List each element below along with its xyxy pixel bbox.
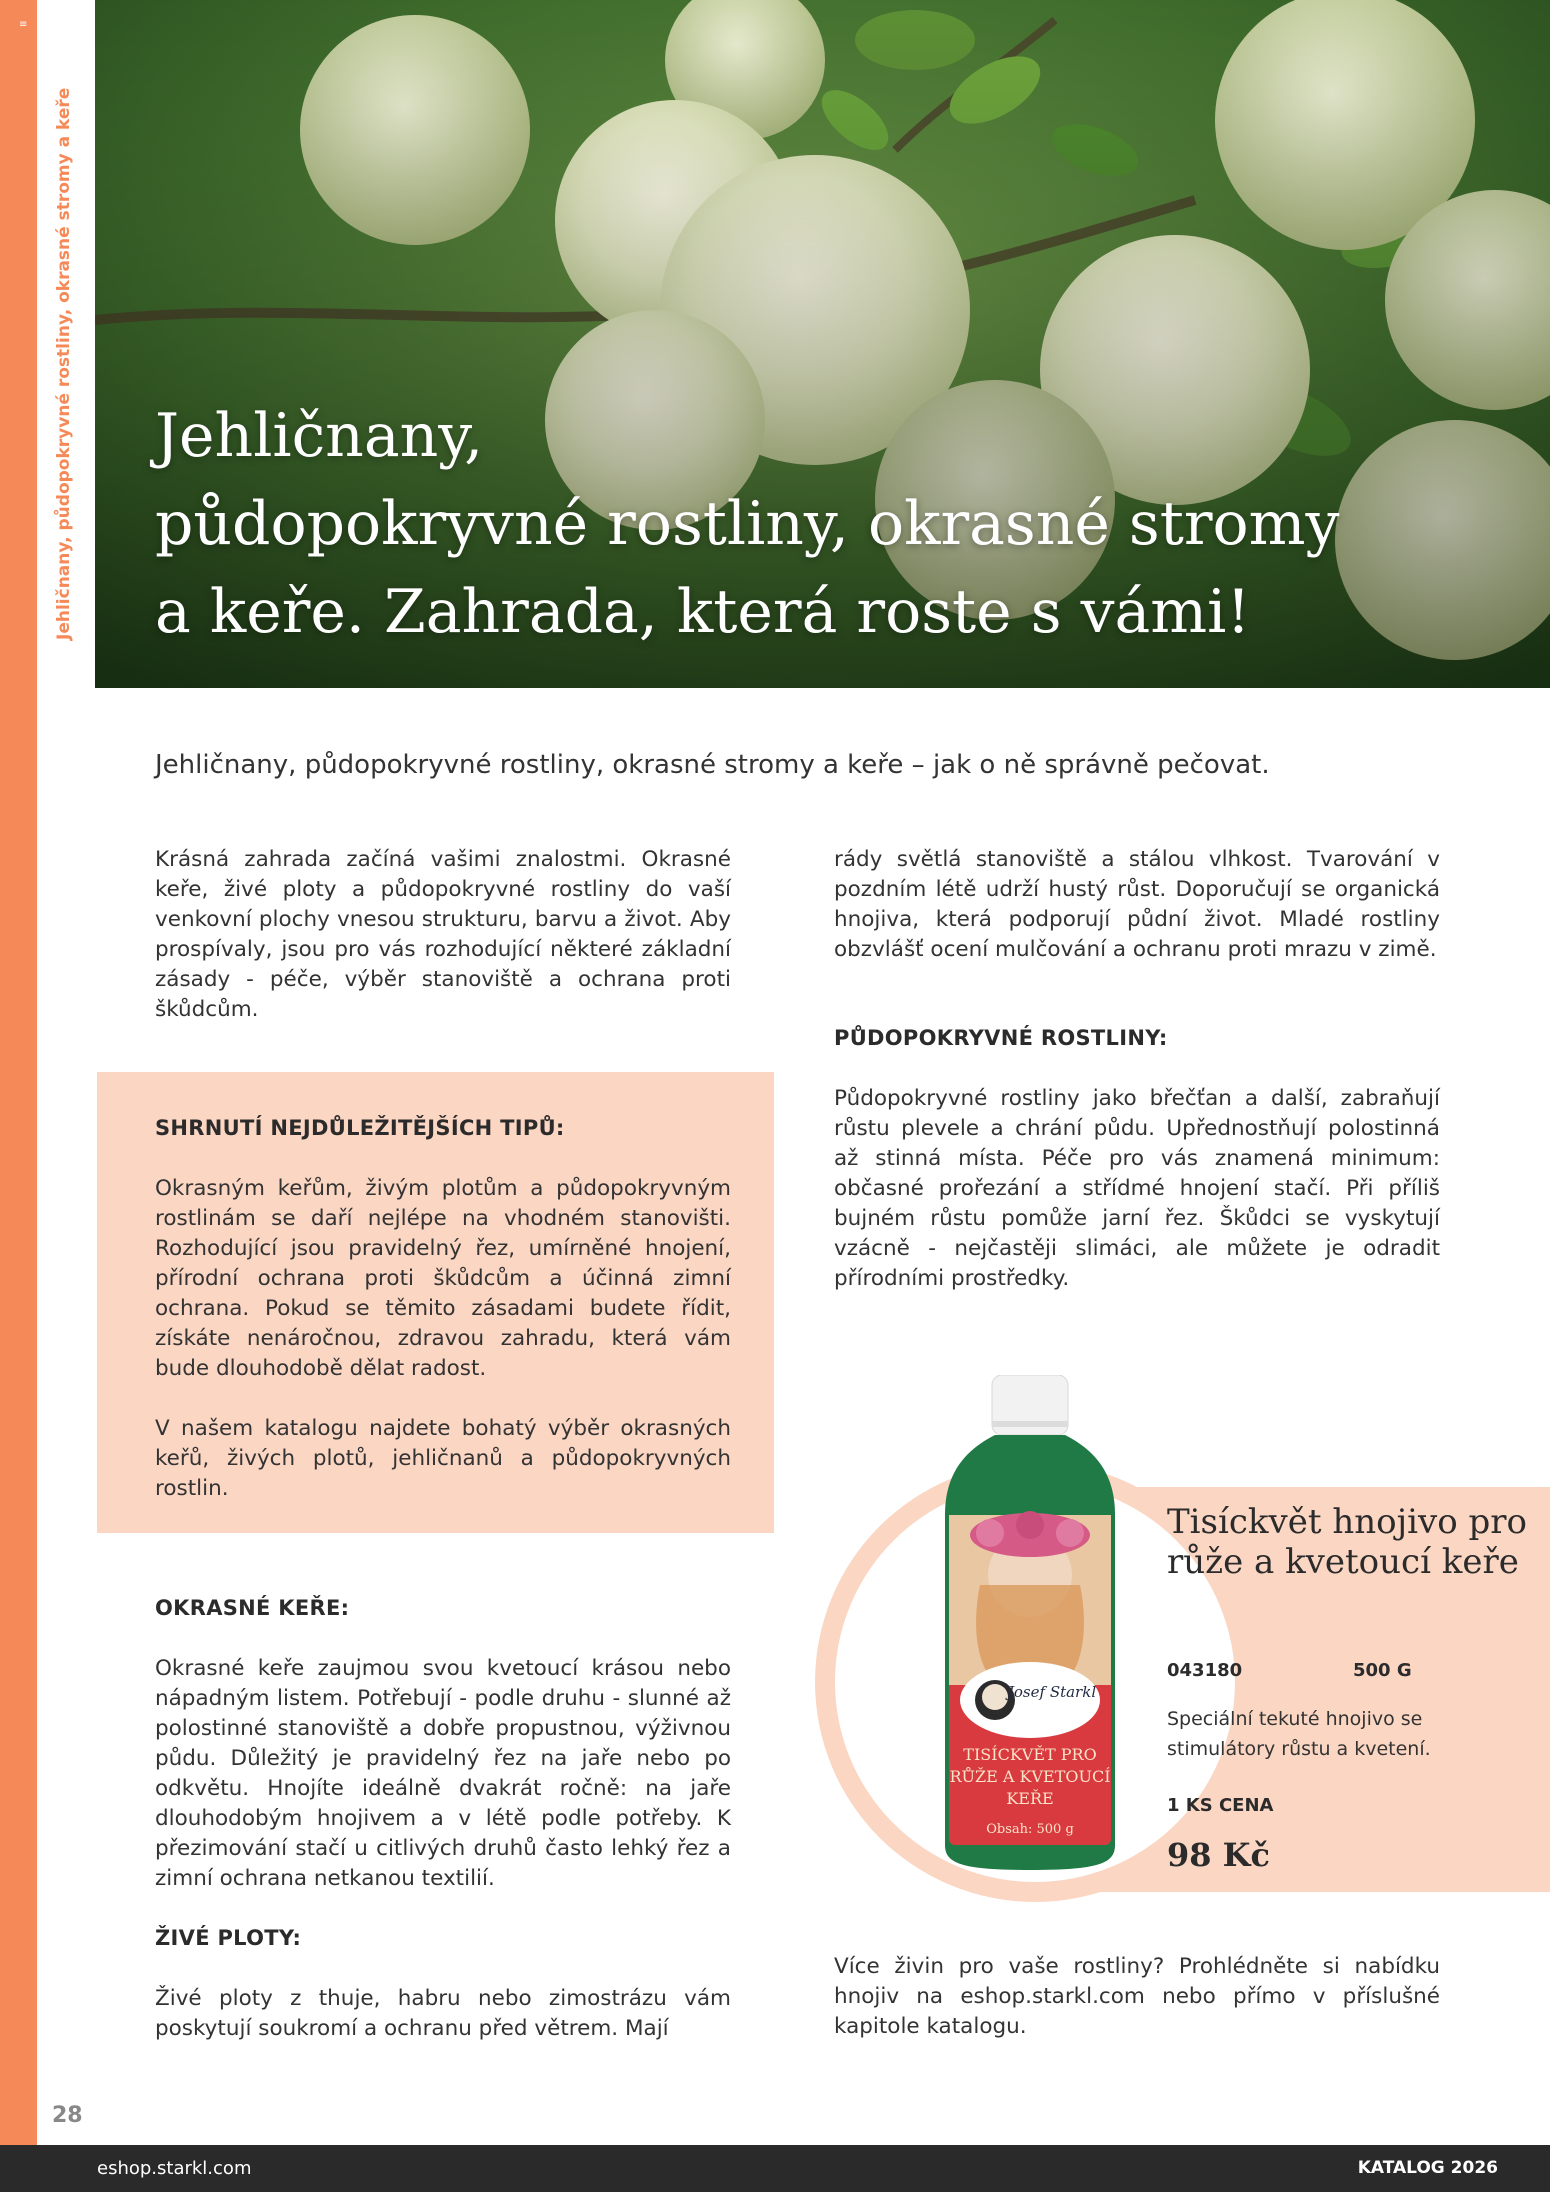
fertilizer-bottle-image[interactable] (940, 1375, 1120, 1875)
hero-title-line-1: Jehličnany, (155, 401, 484, 471)
product-name[interactable]: Tisíckvět hnojivo pro růže a kvetoucí keře (1167, 1502, 1527, 1582)
product-code: 043180 (1167, 1660, 1243, 1681)
bottle-label-line-2: RŮŽE A KVETOUCÍ (949, 1767, 1111, 1786)
unit-price-label: 1 KS CENA (1167, 1795, 1274, 1816)
footer-catalog-label: KATALOG 2026 (1357, 2158, 1498, 2178)
intro-paragraph: Krásná zahrada začíná vašimi znalostmi. Okrasné keře, živé ploty a půdopokryvné rostliny do vaší venkovní plochy vnesou strukturu, barvu a život. Aby prospívaly, jsou pro vás rozhodující některé základní zásady - péče, výběr stanoviště a ochrana proti škůdcům. (155, 847, 731, 1022)
groundcover-heading: PŮDOPOKRYVNÉ ROSTLINY: (834, 1026, 1168, 1050)
side-accent-stripe (0, 0, 37, 2145)
groundcover-paragraph: Půdopokryvné rostliny jako břečťan a další, zabraňují růstu plevele a chrání půdu. Upřednostňují polostinná až stinná místa. Péče pro vás znamená minimum: občasné prořezání a střídmé hnojení stačí. Při příliš bujném růstu pomůže jarní řez. Škůdci se vyskytují vzácně - nejčastěji slimáci, ale můžete je odradit přírodními prostředky. (834, 1086, 1440, 1291)
bottle-contents: Obsah: 500 g (986, 1822, 1074, 1837)
bottle-label-line-3: KEŘE (1006, 1789, 1054, 1808)
lead-subtitle: Jehličnany, půdopokryvné rostliny, okrasné stromy a keře – jak o ně správně pečovat. (155, 750, 1270, 780)
tips-paragraph-1: Okrasným keřům, živým plotům a půdopokryvným rostlinám se daří nejlépe na vhodném stanovišti. Rozhodující jsou pravidelný řez, umírněné hnojení, přírodní ochrana proti škůdcům a účinná zimní ochrana. Pokud se těmito zásadami budete řídit, získáte nenáročnou, zdravou zahradu, která vám bude dlouhodobě dělat radost. (155, 1176, 731, 1381)
hero-photo (95, 0, 1550, 688)
hedges-paragraph-continued: rády světlá stanoviště a stálou vlhkost. Tvarování v pozdním létě udrží hustý růst. Doporučují se organická hnojiva, která podporují půdní život. Mladé rostliny obzvlášť ocení mulčování a ochranu proti mrazu v zimě. (834, 847, 1440, 962)
shrubs-heading: OKRASNÉ KEŘE: (155, 1596, 350, 1620)
product-price: 98 Kč (1167, 1836, 1270, 1874)
hedges-heading: ŽIVÉ PLOTY: (155, 1926, 302, 1950)
side-section-title: Jehličnany, půdopokryvné rostliny, okrasné stromy a keře (54, 87, 74, 640)
product-description: Speciální tekuté hnojivo se stimulátory růstu a kvetení. (1167, 1708, 1431, 1760)
hero-title-line-3: a keře. Zahrada, která roste s vámi! (155, 577, 1251, 647)
closing-paragraph: Více živin pro vaše rostliny? Prohlédněte si nabídku hnojiv na eshop.starkl.com nebo přímo v příslušné kapitole katalogu. (834, 1954, 1440, 2039)
footer-bar (0, 2145, 1550, 2192)
menu-lines-icon: ≡ (19, 19, 28, 30)
hedges-paragraph: Živé ploty z thuje, habru nebo zimostrázu vám poskytují soukromí a ochranu před větrem. Mají (155, 1986, 731, 2041)
hero-title-line-2: půdopokryvné rostliny, okrasné stromy (155, 489, 1340, 559)
tips-paragraph-2: V našem katalogu najdete bohatý výběr okrasných keřů, živých plotů, jehličnanů a půdopokryvných rostlin. (155, 1416, 731, 1501)
hero-title (155, 392, 1455, 656)
bottle-brand: Josef Starkl (1007, 1683, 1097, 1701)
page-number: 28 (52, 2103, 83, 2128)
bottle-label-line-1: TISÍCKVĚT PRO (963, 1745, 1097, 1764)
product-weight: 500 G (1353, 1660, 1412, 1681)
footer-shop-link[interactable]: eshop.starkl.com (97, 2158, 252, 2179)
shrubs-paragraph: Okrasné keře zaujmou svou kvetoucí krásou nebo nápadným listem. Potřebují - podle druhu - slunné až polostinné stanoviště a dobře propustnou, výživnou půdu. Důležitý je pravidelný řez na jaře nebo po odkvětu. Hnojíte ideálně dvakrát ročně: na jaře dlouhodobým hnojivem a v létě podle potřeby. K přezimování stačí u citlivých druhů často lehký řez a zimní ochrana netkanou textilií. (155, 1656, 731, 1891)
tips-heading: SHRNUTÍ NEJDŮLEŽITĚJŠÍCH TIPŮ: (155, 1116, 565, 1140)
